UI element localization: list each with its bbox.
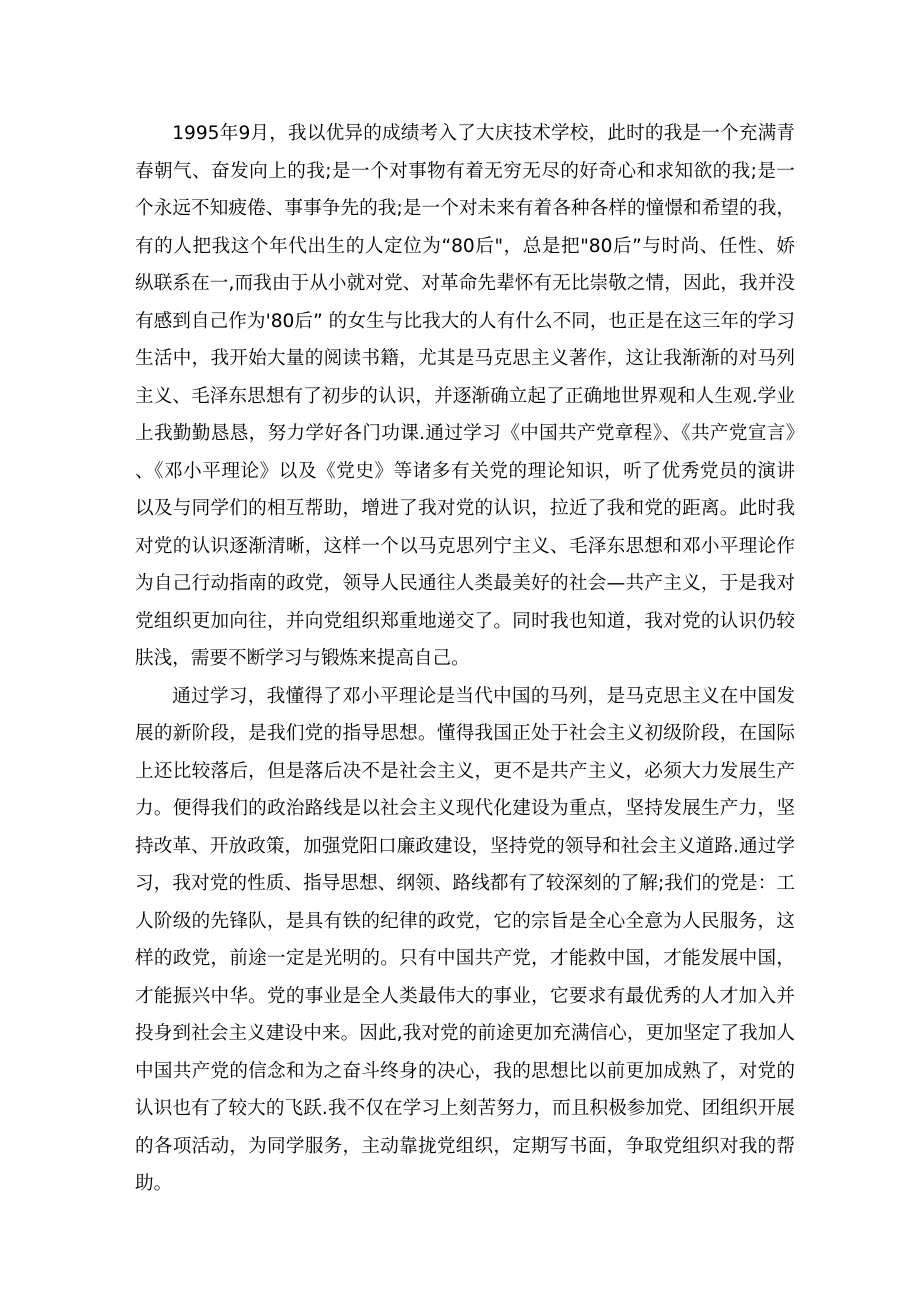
paragraph-1: 1995年9月，我以优异的成绩考入了大庆技术学校，此时的我是一个充满青春朝气、奋发向上的我;是一个对事物有着无穷无尽的好奇心和求知欲的我;是一个永远不知疲倦、事事争先的我;是一个对未来有着各种各样的憧憬和希望的我，有的人把我这个年代出生的人定位为“80后"，总是把"80后”与时尚、任性、娇纵联系在一,而我由于从小就对党、对革命先辈怀有无比崇敬之情，因此，我并没有感到自己作为'80后” 的女生与比我大的人有什么不同，也正是在这三年的学习生活中，我开始大量的阅读书籍，尤其是马克思主义著作，这让我渐渐的对马列主义、毛泽东思想有了初步的认识，并逐渐确立起了正确地世界观和人生观.学业上我勤勤恳恳，努力学好各门功课.通过学习《中国共产党章程》、《共产党宣言》、《邓小平理论》以及《党史》等诸多有关党的理论知识，听了优秀党员的演讲以及与同学们的相互帮助，增进了我对党的认识，拉近了我和党的距离。此时我对党的认识逐渐清晰，这样一个以马克思列宁主义、毛泽东思想和邓小平理论作为自己行动指南的政党，领导人民通往人类最美好的社会—共产主义，于是我对党组织更加向往，并向党组织郑重地递交了。同时我也知道，我对党的认识仍较肤浅，需要不断学习与锻炼来提高自己。 <box>135 123 795 669</box>
paragraph-2: 通过学习，我懂得了邓小平理论是当代中国的马列，是马克思主义在中国发展的新阶段，是我们党的指导思想。懂得我国正处于社会主义初级阶段，在国际上还比较落后，但是落后决不是社会主义，更不是共产主义，必须大力发展生产力。便得我们的政治路线是以社会主义现代化建设为重点，坚持发展生产力，坚持改革、开放政策，加强党阳口廉政建设，坚持党的领导和社会主义道路.通过学习，我对党的性质、指导思想、纲领、路线都有了较深刻的了解;我们的党是：工人阶级的先锋队，是具有铁的纪律的政党，它的宗旨是全心全意为人民服务，这样的政党，前途一定是光明的。只有中国共产党，才能救中国，才能发展中国，才能振兴中华。党的事业是全人类最伟大的事业，它要求有最优秀的人才加入并投身到社会主义建设中来。因此,我对党的前途更加充满信心，更加坚定了我加人中国共产党的信念和为之奋斗终身的决心，我的思想比以前更加成熟了，对党的认识也有了较大的飞跃.我不仅在学习上刻苦努力，而且积极参加党、团组织开展的各项活动，为同学服务，主动靠拢党组织，定期写书面，争取党组织对我的帮助。 <box>135 685 795 1194</box>
document-body <box>135 115 795 1203</box>
